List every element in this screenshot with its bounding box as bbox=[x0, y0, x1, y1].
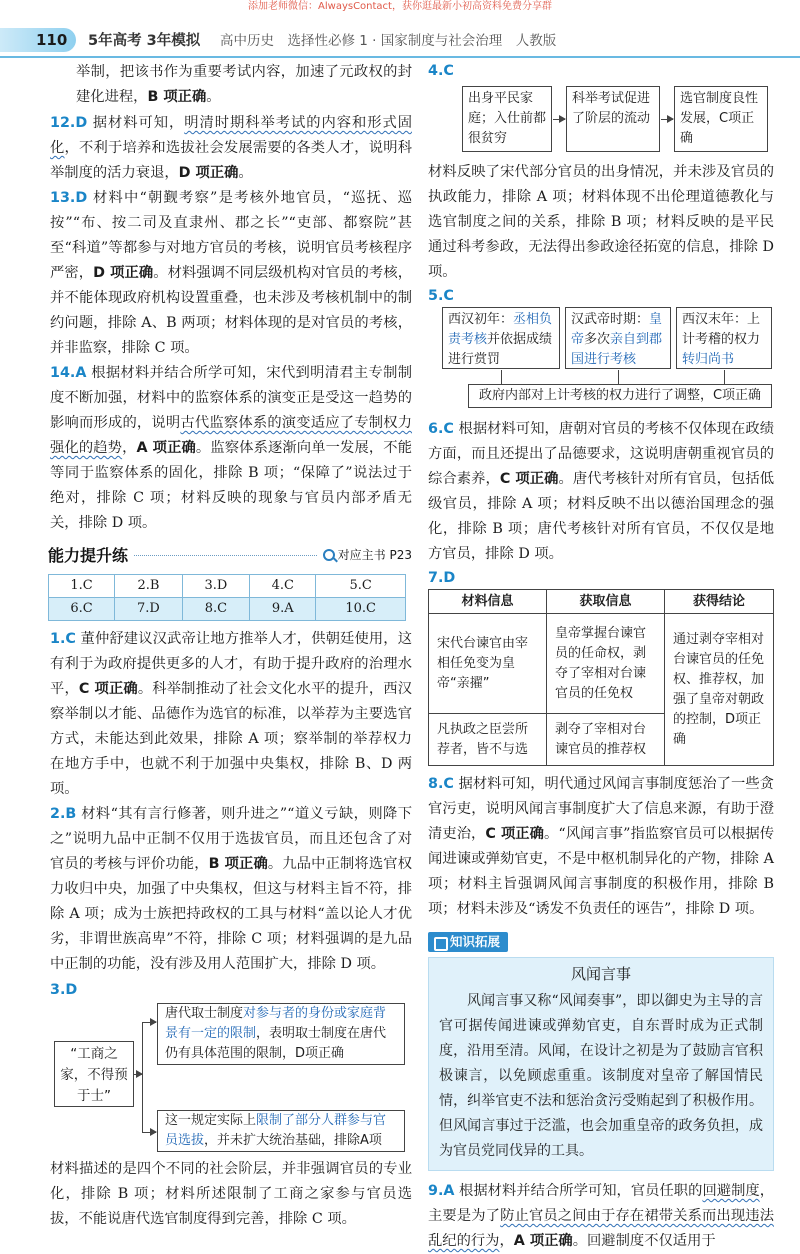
brand-title: 5年高考 3年模拟 bbox=[88, 33, 201, 49]
table-header: 获取信息 bbox=[547, 590, 665, 614]
arrow bbox=[134, 1074, 142, 1075]
answer-13: 13.D 材料中“朝觐考察”是考核外地官员，“巡抚、巡按”“布、按二司及直隶州、郡之长”“吏部、都察院”甚至“科道”等都参与对地方官员的考核，说明官员考核程序严密，D 项正确。材料强调不同层级机构对官员的考核，并不能体现政府机构设置重叠，也未涉及考核机制中的制约问题，排除 A、B 两项；材料体现的是对官员的考核，并非监察，排除 C 项。 bbox=[50, 190, 413, 356]
section-header bbox=[48, 540, 412, 570]
table-cell: 通过剥夺宰相对台谏官员的任免权、推荐权，加强了皇帝对朝政的控制，D项正确 bbox=[665, 614, 774, 766]
connector-line bbox=[724, 370, 725, 384]
table-cell: 3.D bbox=[182, 575, 250, 598]
knowledge-extension-body bbox=[428, 957, 774, 1171]
table-cell: 7.D bbox=[115, 598, 183, 621]
diagram-box-1: 西汉初年：丞相负责考核并依据成绩进行赏罚 bbox=[442, 307, 560, 369]
table-cell: 8.C bbox=[182, 598, 250, 621]
diagram-box-2: 汉武帝时期：皇帝多次亲自到郡国进行考核 bbox=[565, 307, 671, 369]
diagram-box-2: 科举考试促进了阶层的流动 bbox=[566, 86, 660, 152]
left-column bbox=[50, 60, 412, 1232]
analysis-table bbox=[428, 589, 774, 766]
arrow bbox=[553, 119, 565, 120]
answer-4-text: 材料反映了宋代部分官员的出身情况，并未涉及官员的执政能力，排除 A 项；材料体现不出伦理道德教化与选官制度之间的关系，排除 B 项；材料反映的是平民通过科考参政，无法得出参政途径拓宽的信息，排除 D 项。 bbox=[428, 164, 774, 280]
answer-12: 12.D 据材料可知，明清时期科举考试的内容和形式固化，不利于培养和选拔社会发展需要的各类人才，说明科举制度的活力衰退，D 项正确。 bbox=[50, 115, 413, 181]
table-cell: 5.C bbox=[316, 575, 406, 598]
arrow bbox=[661, 119, 673, 120]
knowledge-extension-tag: 知识拓展 bbox=[428, 932, 508, 952]
table-row bbox=[49, 598, 406, 621]
table-cell: 宋代台谏官由宰相任免变为皇帝“亲擢” bbox=[429, 614, 547, 714]
dotted-divider bbox=[134, 555, 317, 556]
right-column bbox=[428, 60, 774, 1254]
watermark: 添加老师微信：AlwaysContact，获你逛最新小初高资料免费分享群 bbox=[248, 1, 552, 12]
diagram-box-1: 出身平民家庭；入仕前都很贫穷 bbox=[462, 86, 552, 152]
search-icon bbox=[323, 549, 335, 561]
table-cell: 9.A bbox=[250, 598, 316, 621]
knowledge-extension-box bbox=[428, 930, 774, 1171]
subject-title: 高中历史 选择性必修 1 · 国家制度与社会治理 人教版 bbox=[220, 33, 557, 49]
table-cell: 1.C bbox=[49, 575, 115, 598]
answer-3: 3.D “工商之家，不得预于士” 唐代取士制度对参与者的身份或家庭背景有一定的限制，表明取士制度在唐代仍有具体范围的限制，D项正确 这一规定实际上限制了部分人群参与官员选拔，并未扩大统治基础，排除A项 材料描述的是四个不同的社会阶层，并非强调官员的专业化，排除 B 项；材料所述限制了工商之家参与官员选拔，不能说唐代选官制度得到完善，排除 C 项。 bbox=[50, 977, 412, 1232]
table-cell: 剥夺了宰相对台谏官员的推荐权 bbox=[547, 714, 665, 766]
diagram-result-box: 政府内部对上计考核的权力进行了调整，C项正确 bbox=[468, 384, 772, 408]
table-cell: 皇帝掌握台谏官员的任命权，剥夺了宰相对台谏官员的任免权 bbox=[547, 614, 665, 714]
answer-1: 1.C 董仲舒建议汉武帝让地方推举人才，供朝廷使用，这有利于为政府提供更多的人才，有助于提升政府的治理水平，C 项正确。科举制推动了社会文化水平的提升，西汉察举制以才能、品德作为选官的标准，以举荐为主要选官方式，未能达到此效果，排除 A 项；察举制的举荐权力在地方手中，也就不利于加强中央集权，排除 B、D 两项。 bbox=[50, 631, 413, 797]
answer-6: 6.C 根据材料可知，唐朝对官员的考核不仅体现在政绩方面，而且还提出了品德要求，这说明唐朝重视官员的综合素养，C 项正确。唐代考核针对所有官员，包括低级官员，排除 A 项；材料反映不出以德治国理念的强化，排除 B 项；唐代考核针对所有官员，不仅仅是地方官员，排除 D 项。 bbox=[428, 421, 774, 562]
section-title: 能力提升练 bbox=[48, 545, 129, 565]
book-reference: 对应主书 P23 bbox=[323, 543, 412, 568]
diagram-box-3: 西汉末年：上计考稽的权力转归尚书 bbox=[676, 307, 772, 369]
table-row bbox=[429, 614, 774, 714]
flow-diagram-3 bbox=[50, 1003, 412, 1153]
page-header bbox=[0, 22, 800, 58]
flow-diagram-4 bbox=[428, 82, 774, 160]
table-cell: 凡执政之臣尝所荐者，皆不与选 bbox=[429, 714, 547, 766]
answer-3-text: 材料描述的是四个不同的社会阶层，并非强调官员的专业化，排除 B 项；材料所述限制了工商之家参与官员选拔，不能说唐代选官制度得到完善，排除 C 项。 bbox=[50, 1161, 412, 1227]
knowledge-title: 风闻言事 bbox=[570, 965, 631, 983]
answer-key-table bbox=[48, 574, 406, 621]
answer-9: 9.A 根据材料并结合所学可知，官员任职的回避制度，主要是为了防止官员之间由于存在裙带关系而出现违法乱纪的行为，A 项正确。回避制度不仅适用于 bbox=[428, 1183, 775, 1249]
arrow bbox=[142, 1022, 156, 1023]
table-header-row bbox=[429, 590, 774, 614]
arrow bbox=[142, 1132, 156, 1133]
table-row bbox=[49, 575, 406, 598]
diagram-box-1: 唐代取士制度对参与者的身份或家庭背景有一定的限制，表明取士制度在唐代仍有具体范围的限制，D项正确 bbox=[157, 1003, 405, 1065]
connector-line bbox=[618, 370, 619, 384]
table-header: 获得结论 bbox=[665, 590, 774, 614]
answer-8: 8.C 据材料可知，明代通过风闻言事制度惩治了一些贪官污吏，说明风闻言事制度扩大了信息来源，有助于澄清吏治，C 项正确。“风闻言事”指监察官员可以根据传闻进谏或弹劾官吏，不是中枢机制异化的产物，排除 A 项；材料主旨强调风闻言事制度的积极作用，排除 B 项；材料未涉及“诱发不负责任的诬告”，排除 D 项。 bbox=[428, 776, 774, 917]
table-cell: 10.C bbox=[316, 598, 406, 621]
diagram-box-3: 选官制度良性发展，C项正确 bbox=[674, 86, 768, 152]
continued-answer: 举制，把该书作为重要考试内容，加速了元政权的封建化进程，B 项正确。 bbox=[76, 64, 412, 105]
diagram-source-box: “工商之家，不得预于士” bbox=[54, 1041, 134, 1107]
table-cell: 2.B bbox=[115, 575, 183, 598]
connector-line bbox=[501, 370, 502, 384]
answer-4: 4.C 出身平民家庭；入仕前都很贫穷 科举考试促进了阶层的流动 选官制度良性发展，C项正确 材料反映了宋代部分官员的出身情况，并未涉及官员的执政能力，排除 A 项；材料体现不出伦理道德教化与选官制度之间的关系，排除 B 项；材料反映的是平民通过科考参政，无法得出参政途径拓宽的信息，排除 D 项。 bbox=[428, 60, 774, 285]
page-number: 110 bbox=[0, 28, 76, 52]
flow-diagram-5 bbox=[428, 307, 774, 417]
knowledge-text: 风闻言事又称“风闻奏事”，即以御史为主导的言官可据传闻进谏或弹劾官吏，自东晋时成为正式制度，沿用至清。风闻，在设计之初是为了鼓励言官积极谏言，以免顾虑重重。该制度对皇帝了解国情民情，纠举官吏不法和惩治贪污受贿起到了积极作用。但风闻言事过于泛滥，也会加重皇帝的政务负担，成为官员党同伐异的工具。 bbox=[439, 993, 763, 1159]
diagram-box-2: 这一规定实际上限制了部分人群参与官员选拔，并未扩大统治基础，排除A项 bbox=[157, 1110, 405, 1152]
answer-5: 5.C 西汉初年：丞相负责考核并依据成绩进行赏罚 汉武帝时期：皇帝多次亲自到郡国进行考核 西汉末年：上计考稽的权力转归尚书 政府内部对上计考核的权力进行了调整，C项正确 bbox=[428, 285, 774, 417]
table-cell: 6.C bbox=[49, 598, 115, 621]
answer-2: 2.B 材料“其有言行修著，则升进之”“道义亏缺，则降下之”说明九品中正制不仅用于选拔官员，而且还包含了对官员的考核与评价功能，B 项正确。九品中正制将选官权力收归中央，加强了中央集权，但这与材料主旨不符，排除 A 项；成为士族把持政权的工具与材料“盖以论人才优劣，非谓世族高卑”不符，排除 C 项；材料强调的是九品中正制的功能，没有涉及用人范围扩大，排除 D 项。 bbox=[50, 806, 412, 972]
answer-14: 14.A 根据材料并结合所学可知，宋代到明清君主专制制度不断加强，材料中的监察体系的演变正是受这一趋势的影响而形成的，说明古代监察体系的演变适应了专制权力强化的趋势，A 项正确。监察体系逐渐向单一发展，不能等同于监察体系的固化，排除 B 项；“保障了”说法过于绝对，排除 C 项；材料反映的现象与官员内部矛盾无关，排除 D 项。 bbox=[50, 365, 413, 531]
answer-7: 7.D 材料信息 获取信息 获得结论 宋代台谏官由宰相任免变为皇帝“亲擢” 皇帝掌握台谏官员的任命权，剥夺了宰相对台谏官员的任免权 通过剥夺宰相对台谏官员的任免权、推荐权，加强了皇帝对朝政的控制，D项正确 凡执政之臣尝所荐者，皆不与选 剥夺了宰相对台谏官员的推荐权 bbox=[428, 567, 774, 766]
table-header: 材料信息 bbox=[429, 590, 547, 614]
table-cell: 4.C bbox=[250, 575, 316, 598]
